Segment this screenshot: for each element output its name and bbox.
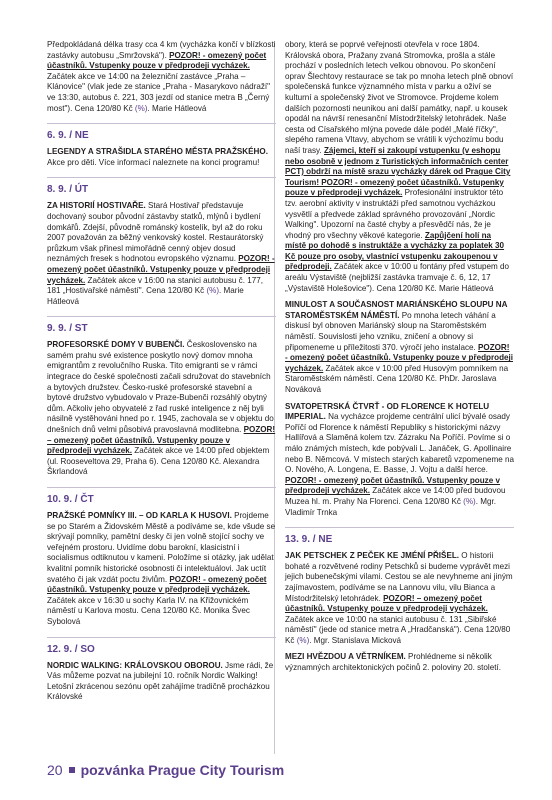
event-text: Po mnoha letech váhání a diskusí byl obnoven Mariánský sloup na Staroměstském náměstí. Souvislosti jeho vzniku, zničení a obnovy si připomeneme u příležitosti 370. výročí jeho instalace. [285,310,496,352]
date-heading: 9. 9. / ST [47,323,88,335]
event-text: Na vycházce projdeme centrální ulicí bývalé osady Poříčí od Florence k náměstí Republiky s historickými názvy Hallířová a Slaměná kolem tzv. Zázraku Na Poříčí. Povíme si o málo známých místech, kde pobývali L. Janáček, G. Apollinaire nebo B. Němcová. V místech starých kabaretů vzpomeneme na O. Nového, A. Longena, E. Basse, J. Vojtu a další herce. [285,412,514,475]
poles-notice: Zapůjčení holí na místě po dohodě s instruktáže a vycházky za poplatek 30 Kč pouze pro osoby, vlastnící vstupenku zakoupenou v předprodeji. [285,230,505,272]
date-heading: 6. 9. / NE [47,130,89,142]
date-divider [47,637,276,638]
right-column [285,40,514,674]
discount-icon: (%) [463,496,476,506]
event-title: MINULOST A SOUČASNOST MARIÁNSKÉHO SLOUPU NA STAROMĚSTSKÉM NÁMĚSTÍ. [285,300,508,320]
event-text: O historii bohaté a rozvětvené rodiny Petschků si budeme vyprávět mezi jejich bubenečskými vilami. Cestou se ale nevyhneme ani jiným zajímavostem, podíváme se na Lannovu vilu, vilu Bianca a Místodržitelský letohrádek. [285,551,513,603]
date-heading: 8. 9. / ÚT [47,184,89,196]
date-heading: 10. 9. / ČT [47,494,94,505]
discount-icon: (%) [206,286,220,296]
date-heading: 13. 9. / NE [285,534,333,546]
limited-notice: POZOR! - omezený počet účastníků. Vstupenky pouze v předprodeji vycházek. [285,475,500,496]
date-divider [47,177,276,178]
limited-notice: POZOR! – omezený počet účastníků. Vstupenky pouze v předprodeji vycházek. [47,425,276,456]
event-details: Začátek akce v 16:30 u sochy Karla IV. na Křižovnickém náměstí u Karlova mostu. Cena 120/80 Kč. Monika Švec Sybolová [47,595,250,626]
event-text: Profesionální instruktor této tzv. aerobní aktivity v instruktáži před samotnou vycházkou vysvětlí a předvede základ správného provozování „Nordic Walking". Upozorní na časté chyby a přesvědčí nás, že je vhodný pro všechny věkové kategorie. [285,188,504,240]
page-number: 20 [47,762,63,778]
event-title: NORDIC WALKING: KRÁLOVSKOU OBOROU. [47,660,223,670]
limited-notice: POZOR! - omezený počet účastníků. Vstupenky pouze v předprodeji vycházek. [47,574,267,595]
date-divider [285,527,514,528]
page-footer [47,760,284,780]
event-details: Začátek akce v 16:00 na stanici autobusu č. 177, 181 „Hostivařské náměstí". Cena 120/80 Kč [47,275,263,296]
event-text: obory, která se poprvé veřejnosti otevřela v roce 1804. Královská obora, Pražany zvaná Stromovka, prošla a stále prochází v posledních letech velkou obnovou. Po skončení oprav Šlechtovy restaurace se tak po mnoha letech plně obnoví společenská funkce významného místa v parku a oživí se kulturní a společenský život ve Stromovce. Projdeme kolem dalších pozornosti neunikou ani další památky, např. u kousek opodál na návrší renesanční Místodržitelský letohrádek. Naše cesta od Císařského mlýna povede dále podél „Malé říčky", slepého ramena Vltavy, abychom se vrátili k výchozímu bodu naší trasy. [285,40,514,155]
event-details: Začátek akce v 10:00 před Husovým pomníkem na Staroměstském náměstí. Cena 120/80 Kč. PhDr. Jaroslava Nováková [285,363,509,394]
date-divider [47,123,276,124]
event-title: JAK PETSCHEK Z PEČEK KE JMÉNÍ PŘIŠEL. [285,551,460,561]
event-details: Začátek akce v 10:00 u fontány před vstupem do areálu Výstaviště (nejbližší zastávka tramvaje č. 6, 12, 17 „Výstaviště Holešovice"). Cena 120/80 Kč. Marie Hátleová [285,262,510,293]
left-column [47,40,276,703]
event-title: LEGENDY A STRAŠIDLA STARÉHO MĚSTA PRAŽSKÉHO. [47,147,268,157]
event-entry [47,201,276,307]
event-text: Akce pro děti. Více informací naleznete na konci programu! [47,157,260,167]
event-text: Jsme rádi, že Vás můžeme pozvat na jubilejní 10. ročník Nordic Walking! Letošní zkrácenou sezónu opět zahájíme tradičně procházkou Královské [47,660,274,702]
limited-notice: POZOR! - omezený počet účastníků. Vstupenky pouze v předprodeji vycházek. [47,254,275,285]
event-entry-continued [285,40,514,294]
event-title: ZA HISTORIÍ HOSTIVAŘE. [47,201,146,211]
discount-icon: (%) [134,103,148,113]
event-entry [285,551,514,646]
event-title: SVATOPETRSKÁ ČTVRŤ - OD FLORENCE K HOTELU IMPERIAL. [285,401,490,422]
gift-notice: Zájemci, kteří si zakoupí vstupenku (v eshopu nebo osobně v jednom z Turistických informačních center PCT) obdrží na místě srazu vycházky dárek od Prague City Tourism! POZOR! - omezený počet účastníků. Vstupenky pouze v předprodeji vycházek. [285,145,511,198]
event-title: PRAŽSKÉ POMNÍKY III. – OD KARLA K HUSOVI. [47,511,232,520]
event-details: Začátek akce ve 14:00 před objektem (ul. Rooseveltova 29, Praha 6). Cena 120/80 Kč. Alexandra Škrlandová [47,446,270,477]
date-divider [47,316,276,317]
entry-details: Začátek akce ve 14:00 na železniční zastávce „Praha – Klánovice" (vlak jede ze stanice „Praha - Masarykovo nádraží" ve 13:30, autobus č. 221, 303 jezdí od stanice metra B „Černý most"). Cena 120/80 Kč [47,71,271,113]
event-details: Začátek akce ve 10:00 na stanici autobusu č. 131 „Sibiřské náměstí" (jede od stanice metra A „Hradčanská"). Cena 120/80 Kč [285,614,511,645]
bullet-icon [69,767,75,773]
guide-name: . Mgr. Stanislava Micková [309,635,402,645]
event-text: Projdeme se po Starém a Židovském Městě a podíváme se, kde všude se skrývají pomníky, pamětní desky či jen volně stojící sochy ve veřejném prostoru. Uvidíme dobu barokní, klasicistní i socialismus odtiknutou v kameni. Položíme si otázky, jak udělat kvalitní pomník historické osobnosti či intelektuálovi. Jak uctít svatého či jak vzdát poctu živlům. [47,511,276,584]
event-text: Stará Hostivař představuje dochovaný soubor původní zástavby statků, mlýnů i bydlení domkářů. Zdejší, původně románský kostelík, byl až do roku 2007 považován za běžný venkovský kostel. Restaurátorský průzkum však přinesl mimořádně cenný objev dosud neznámých fresek s hodnotou evropského významu. [47,201,264,264]
guide-name: . Marie Hátleová [147,103,207,113]
entry-text: Předpokládaná délka trasy cca 4 km (vycházka končí v blízkosti zastávky autobusu „Smržovská"). [47,40,276,60]
guide-name: . Mgr. Vladimír Trnka [285,496,496,517]
event-entry [47,661,276,703]
event-entry [285,300,514,395]
discount-icon: (%) [296,635,310,645]
limited-notice: POZOR! - omezený počet účastníků. Vstupenky pouze v předprodeji vycházek. [285,342,514,373]
event-title: PROFESORSKÉ DOMY V BUBENČI. [47,340,185,350]
event-text: Československo na samém prahu své existence poskytlo nový domov mnoha emigrantům z revolučního Ruska. Tito emigranti se v rámci integrace do české společnosti začali sdružovat do stavebních a bytových družstev. Česko-ruské profesorské stavební a bytové družstvo vybudovalo v Praze-Bubenči rozsáhlý obytný dům. Ačkoliv jeho obyvatelé z řad ruské inteligence z něj byli násilně vystěhováni hned po r. 1945, zachovala se v objektu do dnešních dnů velmi působivá pravoslavná modlitebna. [47,340,274,435]
date-divider [47,487,276,488]
guide-name: . Marie Hátleová [47,286,244,306]
event-text: Prohlédneme si několik významných architektonických počinů 2. poloviny 20. století. [285,652,501,673]
intro-entry [47,40,276,114]
event-entry [47,340,276,478]
limited-notice: POZOR! – omezený počet účastníků. Vstupenky pouze v předprodeji vycházek. [285,593,488,614]
event-title: MEZI HVĚZDOU A VĚTRNÍKEM. [285,652,406,662]
limited-notice: POZOR! - omezený počet účastníků. Vstupenky pouze v předprodeji vycházek. [47,50,267,71]
event-entry [285,652,514,673]
event-entry [285,402,514,519]
event-entry [47,511,276,628]
footer-title: pozvánka Prague City Tourism [80,762,285,778]
date-heading: 12. 9. / SO [47,643,95,655]
event-entry [47,147,276,168]
event-details: Začátek akce ve 14:00 před budovou Muzea hl. m. Prahy Na Florenci. Cena 120/80 Kč [285,486,506,506]
